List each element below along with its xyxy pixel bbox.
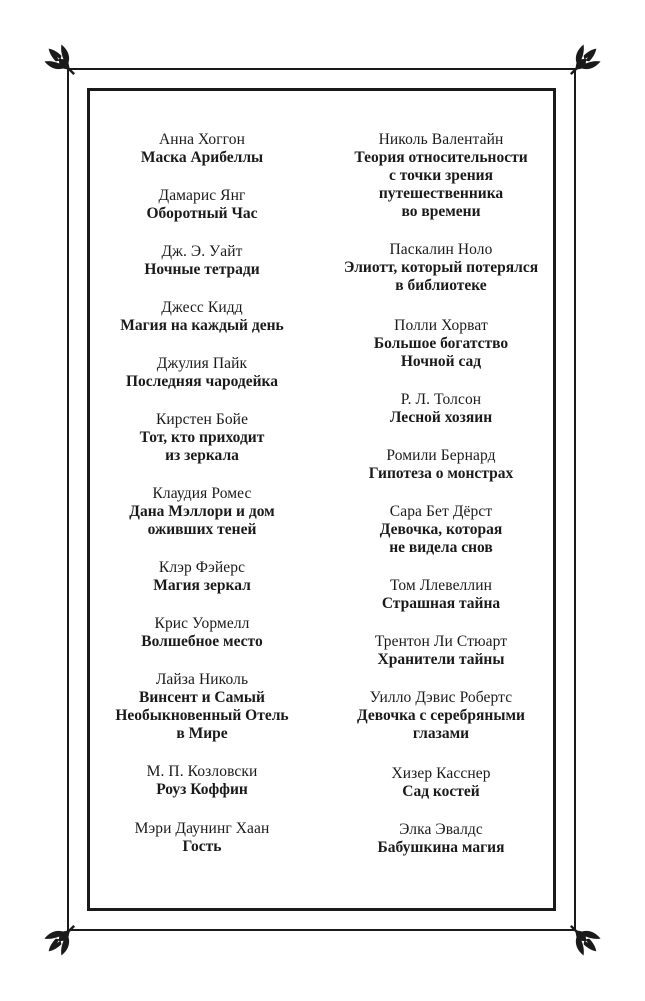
book-entry	[82, 355, 322, 391]
book-author: Лайза Николь	[155, 671, 249, 688]
book-title: Оборотный Час	[146, 205, 258, 222]
book-title: Дана Мэллори и дом оживших теней	[129, 503, 275, 538]
book-title: Ночные тетради	[144, 261, 260, 278]
book-title: Хранители тайны	[377, 651, 505, 668]
book-author: Хизер Касснер	[391, 765, 491, 782]
book-entry	[321, 765, 561, 801]
book-entry	[321, 241, 561, 295]
book-entry	[82, 671, 322, 743]
book-author: Ромили Бернард	[386, 447, 496, 464]
book-title: Девочка с серебряными глазами	[357, 707, 525, 742]
book-author: Кирстен Бойе	[155, 411, 249, 428]
book-title: Лесной хозяин	[389, 409, 493, 426]
book-entry	[82, 820, 322, 856]
book-entry	[321, 633, 561, 669]
tulip-corner-icon	[30, 910, 90, 970]
book-entry	[321, 577, 561, 613]
book-author: Клаудия Ромес	[152, 485, 252, 502]
book-entry	[82, 187, 322, 223]
book-title: Магия на каждый день	[120, 317, 284, 334]
book-title: Элиотт, который потерялся в библиотеке	[343, 259, 539, 294]
book-title: Роуз Коффин	[156, 781, 248, 798]
book-author: Уилло Дэвис Робертс	[369, 689, 513, 706]
book-title: Последняя чародейка	[126, 373, 278, 390]
book-entry	[321, 131, 561, 221]
book-entry	[82, 411, 322, 465]
book-author: Дамарис Янг	[158, 187, 246, 204]
book-author: Р. Л. Толсон	[400, 391, 482, 408]
book-title: Сад костей	[402, 783, 480, 800]
book-title: Магия зеркал	[153, 577, 251, 594]
book-title: Гипотеза о монстрах	[368, 465, 514, 482]
book-entry	[321, 317, 561, 371]
book-author: Джесс Кидд	[161, 299, 243, 316]
book-author: Сара Бет Дёрст	[389, 503, 493, 520]
book-title: Винсент и Самый Необыкновенный Отель в Мире	[115, 689, 289, 742]
tulip-corner-icon	[555, 30, 615, 90]
book-author: Анна Хоггон	[159, 131, 245, 148]
book-entry	[321, 447, 561, 483]
book-author: Паскалин Ноло	[389, 241, 493, 258]
book-entry	[82, 615, 322, 651]
book-author: Элка Эвалдс	[399, 821, 483, 838]
book-author: Джулия Пайк	[156, 355, 248, 372]
book-title: Волшебное место	[141, 633, 263, 650]
book-author: Клэр Фэйерс	[158, 559, 246, 576]
book-entry	[82, 763, 322, 799]
book-title: Маска Арибеллы	[140, 149, 264, 166]
book-title: Большое богатство Ночной сад	[373, 335, 509, 370]
book-entry	[82, 485, 322, 539]
book-author: Мэри Даунинг Хаан	[134, 820, 270, 837]
book-entry	[82, 559, 322, 595]
book-entry	[82, 299, 322, 335]
book-author: Дж. Э. Уайт	[161, 243, 243, 260]
book-entry	[321, 821, 561, 857]
book-entry	[321, 391, 561, 427]
book-title: Страшная тайна	[381, 595, 501, 612]
book-title: Теория относительности с точки зрения путешественника во времени	[354, 149, 528, 220]
book-entry	[82, 243, 322, 279]
book-entry	[321, 689, 561, 743]
book-title: Бабушкина магия	[377, 839, 505, 856]
book-author: Полли Хорват	[394, 317, 488, 334]
book-title: Девочка, которая не видела снов	[379, 521, 503, 556]
book-author: Трентон Ли Стюарт	[374, 633, 508, 650]
book-author: Крис Уормелл	[154, 615, 250, 632]
book-author: М. П. Козловски	[146, 763, 258, 780]
book-author: Том Ллевеллин	[389, 577, 493, 594]
tulip-corner-icon	[30, 30, 90, 90]
book-entry	[321, 503, 561, 557]
book-author: Николь Валентайн	[378, 131, 504, 148]
book-title: Тот, кто приходит из зеркала	[139, 429, 265, 464]
book-entry	[82, 131, 322, 167]
tulip-corner-icon	[555, 910, 615, 970]
book-title: Гость	[182, 838, 222, 855]
